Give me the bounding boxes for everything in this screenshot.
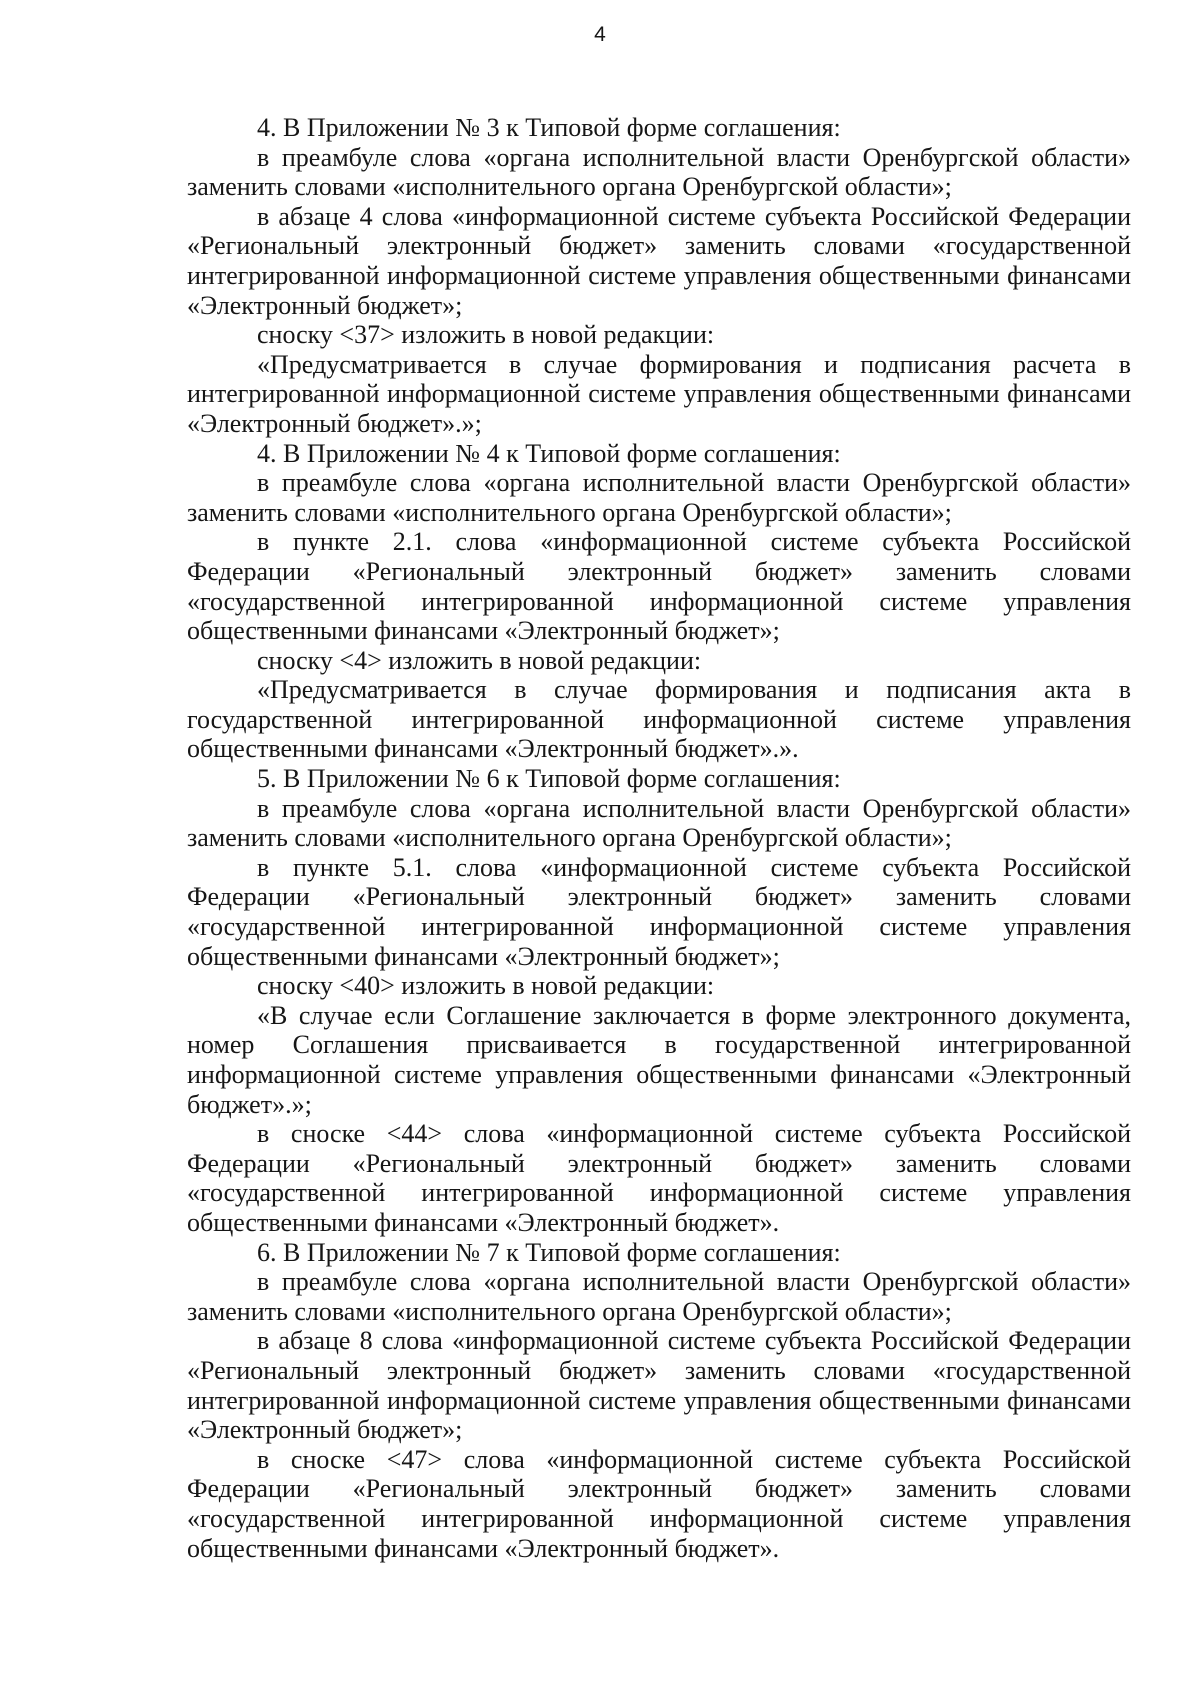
paragraph: в преамбуле слова «органа исполнительной власти Оренбургской области» заменить словами «исполнительного органа Оренбургской области»;: [187, 468, 1131, 527]
section-heading-4b: 4. В Приложении № 4 к Типовой форме соглашения:: [257, 438, 841, 468]
paragraph: «Предусматривается в случае формирования и подписания расчета в интегрированной информационной системе управления общественными финансами «Электронный бюджет».»;: [187, 349, 1131, 438]
section-heading-5: 5. В Приложении № 6 к Типовой форме соглашения:: [257, 764, 841, 794]
paragraph: в пункте 2.1. слова «информационной системе субъекта Российской Федерации «Региональный электронный бюджет» заменить словами «государственной интегрированной информационной системе управления общественными финансами «Электронный бюджет»;: [187, 527, 1131, 646]
paragraph: в абзаце 4 слова «информационной системе субъекта Российской Федерации «Региональный электронный бюджет» заменить словами «государственной интегрированной информационной системе управления общественными финансами «Электронный бюджет»;: [187, 201, 1131, 320]
paragraph: в абзаце 8 слова «информационной системе субъекта Российской Федерации «Региональный электронный бюджет» заменить словами «государственной интегрированной информационной системе управления общественными финансами «Электронный бюджет»;: [187, 1326, 1131, 1445]
document-body: [187, 113, 1131, 1563]
paragraph: в преамбуле слова «органа исполнительной власти Оренбургской области» заменить словами «исполнительного органа Оренбургской области»;: [187, 793, 1131, 853]
paragraph: сноску <4> изложить в новой редакции:: [257, 645, 702, 675]
paragraph: сноску <40> изложить в новой редакции:: [257, 971, 715, 1001]
page-number: 4: [594, 23, 606, 46]
paragraph: в пункте 5.1. слова «информационной системе субъекта Российской Федерации «Региональный электронный бюджет» заменить словами «государственной интегрированной информационной системе управления общественными финансами «Электронный бюджет»;: [187, 852, 1131, 971]
section-heading-6: 6. В Приложении № 7 к Типовой форме соглашения:: [257, 1237, 841, 1267]
paragraph: в сноске <47> слова «информационной системе субъекта Российской Федерации «Региональный электронный бюджет» заменить словами «государственной интегрированной информационной системе управления общественными финансами «Электронный бюджет».: [187, 1444, 1131, 1563]
paragraph: в преамбуле слова «органа исполнительной власти Оренбургской области» заменить словами «исполнительного органа Оренбургской области»;: [187, 142, 1131, 202]
paragraph: «В случае если Соглашение заключается в форме электронного документа, номер Соглашения присваивается в государственной интегрированной информационной системе управления общественными финансами «Электронный бюджет».»;: [187, 1000, 1131, 1119]
paragraph: в преамбуле слова «органа исполнительной власти Оренбургской области» заменить словами «исполнительного органа Оренбургской области»;: [187, 1267, 1131, 1326]
paragraph: в сноске <44> слова «информационной системе субъекта Российской Федерации «Региональный электронный бюджет» заменить словами «государственной интегрированной информационной системе управления общественными финансами «Электронный бюджет».: [187, 1119, 1131, 1237]
paragraph: «Предусматривается в случае формирования и подписания акта в государственной интегрированной информационной системе управления общественными финансами «Электронный бюджет».».: [187, 675, 1131, 764]
section-heading-4a: 4. В Приложении № 3 к Типовой форме соглашения:: [257, 113, 841, 142]
paragraph: сноску <37> изложить в новой редакции:: [257, 320, 715, 350]
